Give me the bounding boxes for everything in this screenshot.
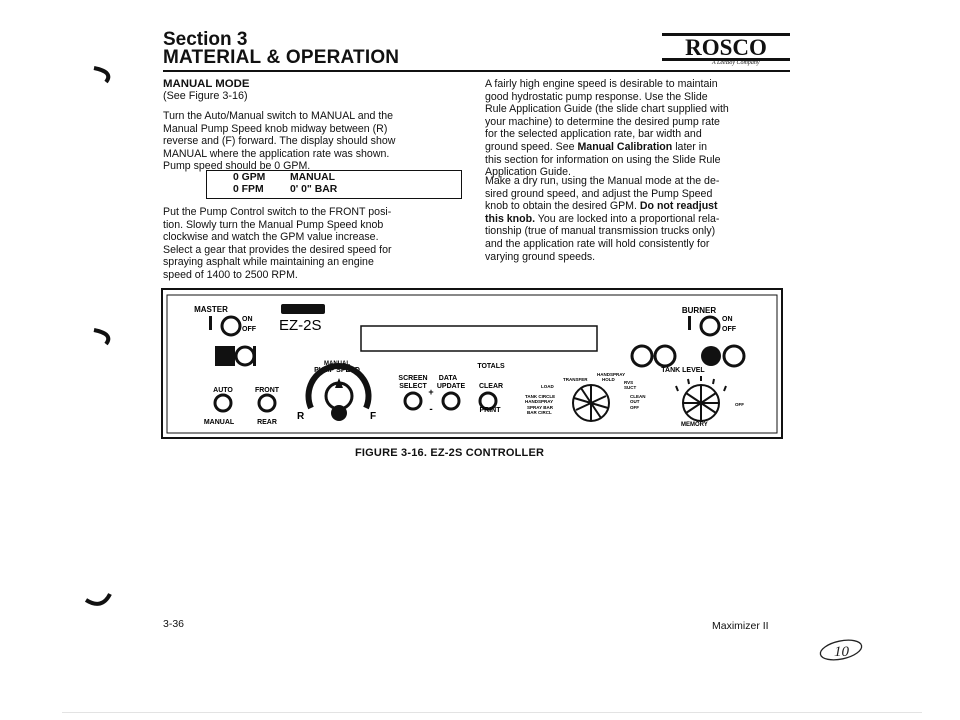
- text-line: Make a dry run, using the Manual mode at the de-: [485, 175, 720, 187]
- text-line: tionship (true of manual transmission trucks only): [485, 225, 716, 238]
- right-paragraph-1: [485, 78, 790, 179]
- punch-hole-mark-bottom: [80, 586, 120, 616]
- text-line: and the application rate will hold consistently for: [485, 237, 710, 250]
- text-line: Select a gear that provides the desired speed for: [163, 243, 392, 256]
- data-label: DATA: [438, 375, 458, 382]
- text-line: reverse and (F) forward. The display should show: [163, 135, 396, 148]
- burner-off-label: OFF: [722, 326, 736, 333]
- manual-name: Maximizer II: [712, 620, 769, 632]
- figure-caption: FIGURE 3-16. EZ-2S CONTROLLER: [355, 447, 545, 459]
- text-line: Rule Application Guide (the slide chart supplied with: [485, 103, 729, 116]
- forward-label: F: [370, 411, 377, 422]
- manual-mode-subheading: (See Figure 3-16): [163, 90, 248, 102]
- text-line: speed of 1400 to 2500 RPM.: [163, 268, 298, 281]
- screen-select-switch-icon: [405, 393, 421, 409]
- sel-off-label: OFF: [630, 405, 639, 410]
- master-on-label: ON: [242, 316, 253, 323]
- select-label: SELECT: [399, 383, 427, 390]
- minus-label: -: [429, 404, 433, 415]
- master-indicator: [209, 316, 212, 330]
- sel-handspray2-label: HANDSPRAY: [525, 399, 554, 404]
- text-line: clockwise and watch the GPM value increase.: [163, 231, 379, 244]
- sel-hold-label: HOLD: [602, 377, 615, 382]
- sel-load-label: LOAD: [541, 384, 554, 389]
- text-line: Manual Pump Speed knob midway between (R): [163, 122, 388, 135]
- text-line: knob to obtain the desired GPM. Do not readjust: [485, 200, 718, 213]
- master-switch-icon: [222, 317, 240, 335]
- scan-edge-line: [62, 712, 922, 713]
- tank-lamp-3-icon: [701, 346, 721, 366]
- punch-hole-mark-middle: [82, 322, 122, 352]
- reverse-label: R: [297, 411, 305, 422]
- model-tag-icon: [281, 304, 325, 314]
- pump-indicator-icon: [215, 346, 235, 366]
- text-line: ground speed. See Manual Calibration later in: [485, 140, 707, 153]
- sel-tank-circ-label: TANK CIRCLE: [525, 394, 556, 399]
- sel-out-label: OUT: [630, 399, 640, 404]
- function-selector-dial: [573, 385, 609, 421]
- text-line: your machine) to determine the desired pump rate: [485, 115, 720, 128]
- sel-handspray-label: HANDSPRAY: [597, 372, 626, 377]
- section-number: Section 3: [163, 29, 248, 50]
- manual-label: MANUAL: [203, 419, 235, 426]
- clear-label: CLEAR: [478, 383, 504, 390]
- display-fpm: 0 FPM: [233, 184, 264, 195]
- front-rear-switch-icon: [259, 395, 275, 411]
- pump-speed-label-1: MANUAL: [324, 361, 350, 367]
- memory-label: MEMORY: [681, 422, 708, 428]
- totals-label: TOTALS: [477, 363, 505, 370]
- logo-tagline: A LeeBoy Company: [712, 60, 760, 66]
- text-line: A fairly high engine speed is desirable to maintain: [485, 78, 718, 90]
- text-line: good hydrostatic pump response. Use the Slide: [485, 90, 708, 103]
- master-label: MASTER: [194, 305, 228, 314]
- text-line: Turn the Auto/Manual switch to MANUAL and the: [163, 110, 394, 122]
- burner-on-label: ON: [722, 316, 733, 323]
- text-line: MANUAL where the application rate was shown.: [163, 147, 390, 160]
- text-line: sired ground speed, and adjust the Pump Speed: [485, 187, 713, 200]
- right-paragraph-2: [485, 175, 790, 263]
- auto-manual-switch-icon: [215, 395, 231, 411]
- screen-label: SCREEN: [398, 375, 428, 382]
- tank-lamp-1-icon: [632, 346, 652, 366]
- text-line: Pump speed should be 0 GPM.: [163, 160, 311, 173]
- text-line: spraying asphalt while maintaining an engine: [163, 256, 374, 269]
- manual-mode-heading: MANUAL MODE: [163, 78, 250, 90]
- text-line: for the selected application rate, bar width and: [485, 128, 702, 141]
- text-line: this knob. You are locked into a proportional rela-: [485, 212, 720, 225]
- data-update-switch-icon: [443, 393, 459, 409]
- rear-label: REAR: [257, 419, 277, 426]
- rosco-logo: [662, 33, 790, 61]
- display-bar: 0' 0" BAR: [290, 184, 338, 195]
- master-off-label: OFF: [242, 326, 256, 333]
- burner-indicator: [688, 316, 691, 330]
- tank-lamp-2-icon: [655, 346, 675, 366]
- sel-spray-bar-label: SPRAY BAR: [527, 405, 554, 410]
- display-mode: MANUAL: [290, 172, 336, 183]
- punch-hole-mark-top: [82, 60, 122, 90]
- plus-label: +: [428, 387, 434, 397]
- model-label: EZ-2S: [279, 317, 322, 334]
- page-number: 3-36: [163, 618, 185, 630]
- burner-label: BURNER: [681, 306, 717, 315]
- left-paragraph-2: [163, 206, 469, 282]
- sel-suct-label: SUCT: [624, 385, 637, 390]
- sel-bar-circ-label: BAR CIRCL: [527, 410, 552, 415]
- section-title: MATERIAL & OPERATION: [163, 47, 400, 68]
- lcd-display-window: [361, 326, 597, 351]
- text-line: varying ground speeds.: [485, 250, 596, 263]
- sel-clean-label: CLEAN: [630, 394, 646, 399]
- auto-label: AUTO: [213, 387, 233, 394]
- tank-lamp-4-icon: [724, 346, 744, 366]
- text-line: Put the Pump Control switch to the FRONT posi-: [163, 206, 392, 218]
- sel-transfer-label: TRANSFER: [563, 377, 588, 382]
- display-readout-box: [206, 170, 462, 199]
- update-label: UPDATE: [436, 383, 466, 390]
- left-paragraph-1: [163, 110, 469, 173]
- display-row-1: [233, 172, 335, 183]
- memory-dial: [676, 376, 726, 421]
- tank-level-label: TANK LEVEL: [661, 367, 705, 374]
- display-row-2: [233, 184, 337, 195]
- ez-2s-controller-figure: [161, 288, 783, 439]
- handwritten-page-mark: [815, 634, 867, 662]
- burner-switch-icon: [701, 317, 719, 335]
- text-line: Application Guide.: [485, 166, 571, 179]
- sel-rvs-label: RVS: [624, 380, 634, 385]
- handwritten-number: 10: [834, 644, 849, 660]
- indicator-lamp-icon: [236, 347, 254, 365]
- pump-speed-center-icon: [331, 405, 347, 421]
- text-line: tion. Slowly turn the Manual Pump Speed knob: [163, 218, 384, 231]
- text-line: this section for information on using the Slide Rule: [485, 153, 721, 166]
- pump-speed-label-2: PUMP SPEED: [314, 367, 360, 374]
- print-label: PRINT: [479, 407, 501, 414]
- memory-off-label: OFF: [735, 402, 744, 407]
- front-label: FRONT: [254, 387, 280, 394]
- header-rule: [163, 70, 790, 72]
- logo-text: ROSCO: [685, 35, 767, 60]
- indicator-bar-icon: [253, 346, 256, 366]
- display-gpm: 0 GPM: [233, 172, 266, 183]
